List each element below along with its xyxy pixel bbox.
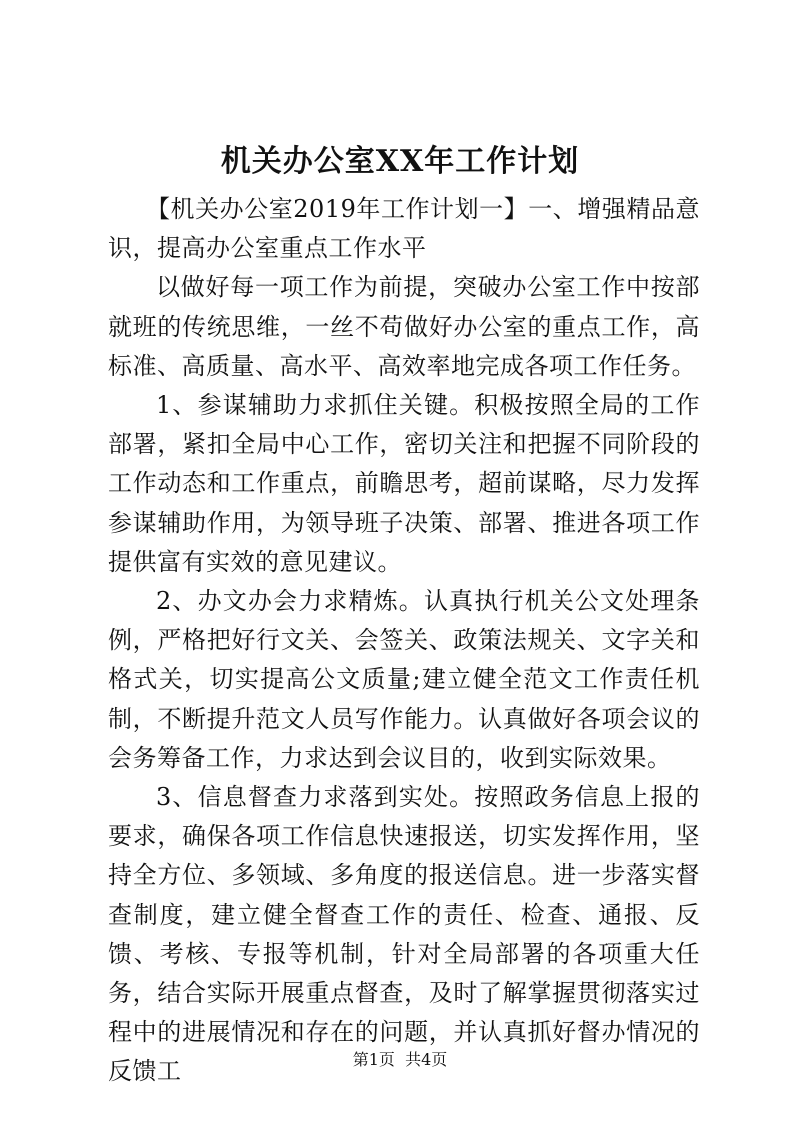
page-number-footer: 第1页 共4页 [352,1050,448,1069]
item-2-paragraph: 2、办文办会力求精炼。认真执行机关公文处理条例，严格把好行文关、会签关、政策法规关、文字关和格式关，切实提高公文质量;建立健全范文工作责任机制，不断提升范文人员写作能力。认真做好各项会议的会务筹备工作，力求达到会议目的，收到实际效果。 [108,587,700,772]
item-1-paragraph: 1、参谋辅助力求抓住关键。积极按照全局的工作部署，紧扣全局中心工作，密切关注和把握不同阶段的工作动态和工作重点，前瞻思考，超前谋略，尽力发挥参谋辅助作用，为领导班子决策、部署、推进各项工作提供富有实效的意见建议。 [108,391,700,576]
intro-paragraph: 以做好每一项工作为前提，突破办公室工作中按部就班的传统思维，一丝不苟做好办公室的重点工作，高标准、高质量、高水平、高效率地完成各项工作任务。 [108,273,700,380]
section-heading-paragraph: 【机关办公室2019年工作计划一】一、增强精品意识，提高办公室重点工作水平 [108,195,700,263]
document-title: 机关办公室XX年工作计划 [220,144,580,179]
item-3-paragraph: 3、信息督查力求落到实处。按照政务信息上报的要求，确保各项工作信息快速报送，切实发挥作用，坚持全方位、多领域、多角度的报送信息。进一步落实督查制度，建立健全督查工作的责任、检查、通报、反馈、考核、专报等机制，针对全局部署的各项重大任务，结合实际开展重点督查，及时了解掌握贯彻落实过程中的进展情况和存在的问题，并认真抓好督办情况的反馈工 [108,783,700,1086]
document-body [108,190,700,1092]
